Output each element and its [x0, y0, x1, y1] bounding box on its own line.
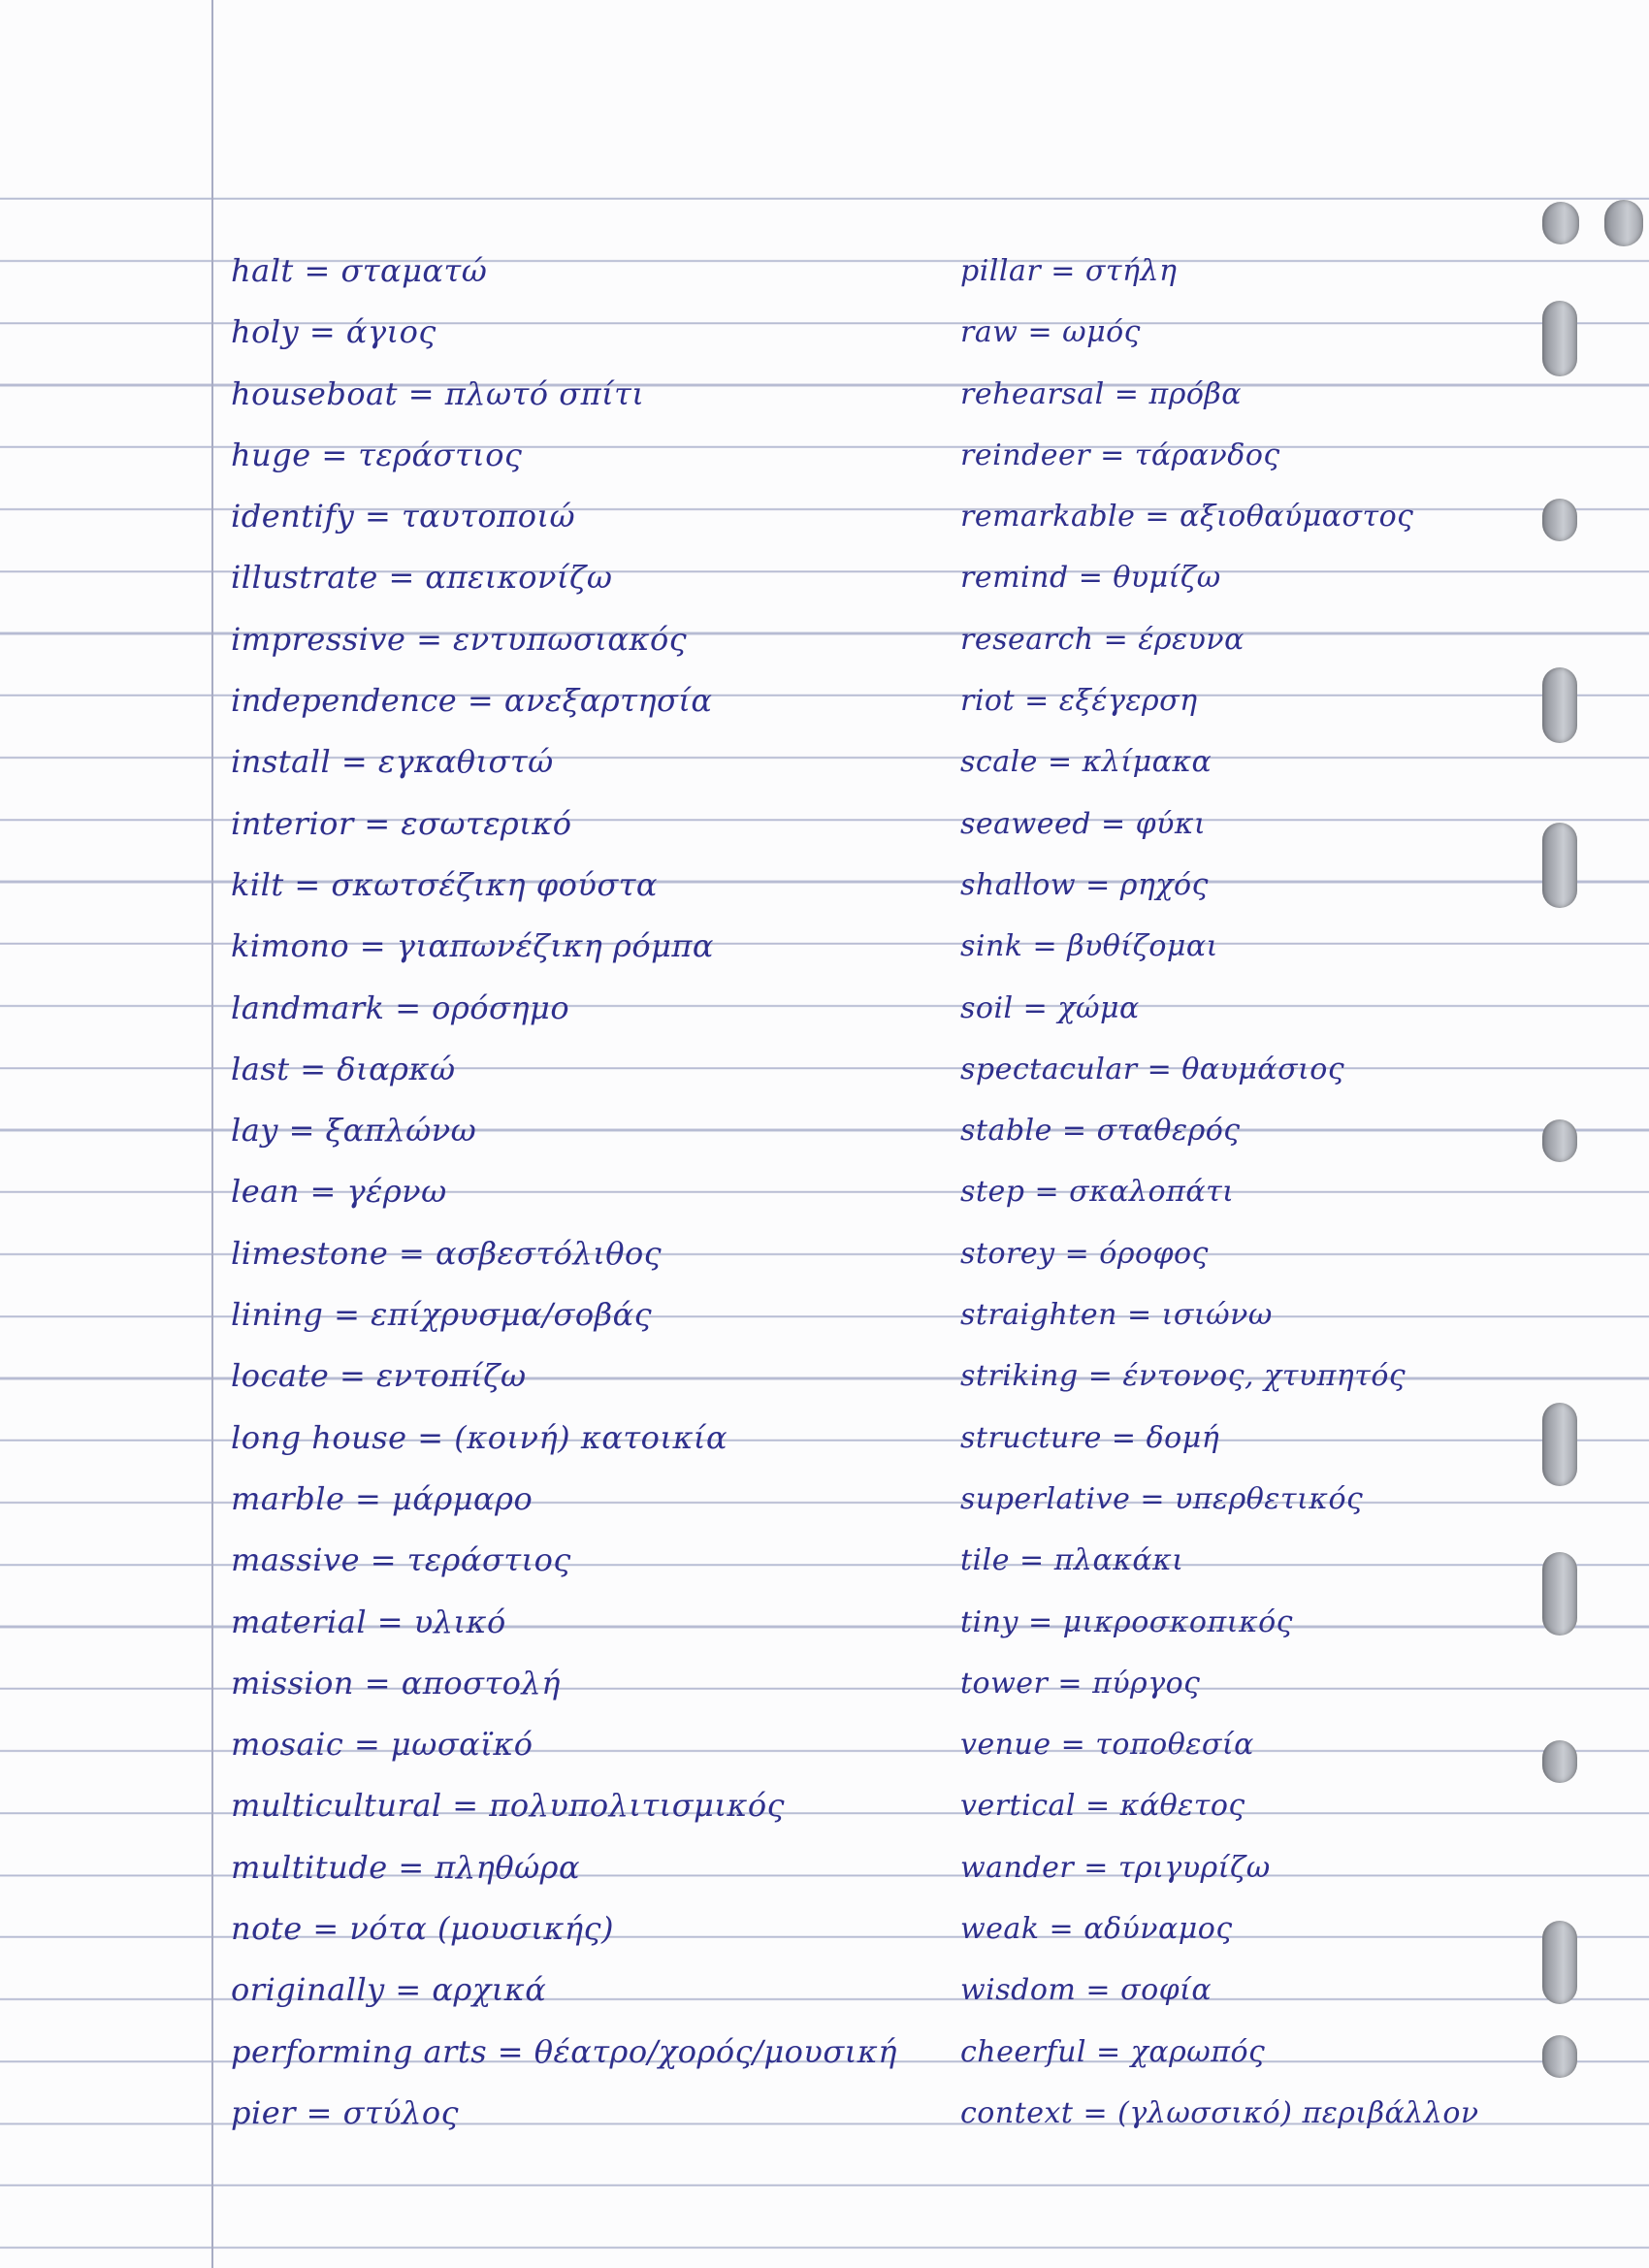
vocab-entry: weak = αδύναμος [960, 1912, 1233, 1947]
binder-hole [1542, 499, 1577, 541]
vocab-entry: install = εγκαθιστώ [231, 743, 554, 781]
vocab-entry: kimono = γιαπωνέζικη ρόμπα [231, 927, 715, 965]
vocab-entry: lining = επίχρυσμα/σοβάς [231, 1296, 653, 1334]
binder-hole [1542, 1921, 1577, 2004]
vocab-entry: research = έρευνα [960, 622, 1245, 657]
vocab-entry: cheerful = χαρωπός [960, 2034, 1266, 2069]
vocab-entry: lay = ξαπλώνω [231, 1112, 477, 1150]
vocab-entry: impressive = εντυπωσιακός [231, 620, 688, 658]
vocab-entry: remarkable = αξιοθαύμαστος [960, 500, 1414, 535]
vocab-entry: riot = εξέγερση [960, 684, 1198, 719]
vocab-entry: soil = χώμα [960, 990, 1140, 1025]
vocab-entry: superlative = υπερθετικός [960, 1481, 1364, 1516]
vocab-entry: tower = πύργος [960, 1666, 1201, 1701]
vocab-entry: tile = πλακάκι [960, 1543, 1184, 1578]
vocab-entry: structure = δομή [960, 1420, 1220, 1455]
binder-hole [1542, 202, 1579, 244]
vocab-entry: identify = ταυτοποιώ [231, 498, 576, 535]
binder-hole [1542, 1403, 1577, 1486]
vocab-entry: independence = ανεξαρτησία [231, 682, 713, 720]
vocab-entry: context = (γλωσσικό) περιβάλλον [960, 2095, 1479, 2130]
vocab-entry: mosaic = μωσαϊκό [231, 1726, 534, 1764]
vocab-entry: lean = γέρνω [231, 1173, 447, 1211]
vocab-entry: pillar = στήλη [960, 254, 1178, 288]
vocab-entry: mission = αποστολή [231, 1664, 561, 1701]
vocab-entry: wander = τριγυρίζω [960, 1850, 1271, 1885]
vocab-entry: stable = σταθερός [960, 1114, 1241, 1149]
page-top-blank [0, 0, 1649, 194]
vocab-entry: pier = στύλος [231, 2093, 460, 2131]
vocab-entry: limestone = ασβεστόλιθος [231, 1234, 663, 1272]
vocab-entry: straighten = ισιώνω [960, 1298, 1273, 1333]
vocab-entry: landmark = ορόσημο [231, 988, 570, 1026]
vocabulary-left-column [231, 241, 968, 2144]
vocab-entry: illustrate = απεικονίζω [231, 559, 613, 597]
vocab-entry: striking = έντονος, χτυπητός [960, 1359, 1406, 1394]
vocabulary-right-column [960, 241, 1504, 2144]
vocab-entry: shallow = ρηχός [960, 867, 1209, 902]
vocab-entry: scale = κλίμακα [960, 745, 1212, 780]
vocab-entry: tiny = μικροσκοπικός [960, 1604, 1293, 1639]
vocab-entry: storey = όροφος [960, 1236, 1209, 1271]
binder-hole [1542, 1119, 1577, 1162]
vocab-entry: remind = θυμίζω [960, 561, 1221, 596]
binder-hole [1542, 823, 1577, 908]
vocab-entry: kilt = σκωτσέζικη φούστα [231, 865, 659, 903]
vocab-entry: multicultural = πολυπολιτισμικός [231, 1787, 786, 1825]
vocab-entry: wisdom = σοφία [960, 1973, 1212, 2008]
margin-line [211, 0, 213, 2268]
vocab-entry: interior = εσωτερικό [231, 804, 572, 842]
vocab-entry: houseboat = πλωτό σπίτι [231, 374, 645, 412]
vocab-entry: halt = σταματώ [231, 252, 488, 289]
vocab-entry: step = σκαλοπάτι [960, 1175, 1235, 1210]
vocab-entry: material = υλικό [231, 1603, 506, 1640]
vocab-entry: long house = (κοινή) κατοικία [231, 1418, 728, 1456]
binder-hole [1542, 2035, 1577, 2078]
vocab-entry: holy = άγιος [231, 313, 436, 351]
vocab-entry: raw = ωμός [960, 315, 1141, 350]
vocab-entry: seaweed = φύκι [960, 806, 1207, 841]
vocab-entry: multitude = πληθώρα [231, 1848, 581, 1886]
vocab-entry: reindeer = τάρανδος [960, 437, 1280, 472]
binder-hole [1542, 667, 1577, 743]
vocab-entry: spectacular = θαυμάσιος [960, 1052, 1345, 1086]
binder-hole [1542, 301, 1577, 376]
vocab-entry: marble = μάρμαρο [231, 1479, 534, 1517]
vocab-entry: massive = τεράστιος [231, 1541, 571, 1579]
vocab-entry: venue = τοποθεσία [960, 1728, 1254, 1763]
binder-hole [1542, 1552, 1577, 1636]
binder-hole [1604, 200, 1643, 246]
vocab-entry: rehearsal = πρόβα [960, 376, 1242, 411]
vocab-entry: performing arts = θέατρο/χορός/μουσική [231, 2032, 897, 2070]
vocab-entry: vertical = κάθετος [960, 1789, 1245, 1824]
vocab-entry: last = διαρκώ [231, 1050, 456, 1087]
binder-hole [1542, 1740, 1577, 1783]
binder-holes [1542, 0, 1649, 2268]
vocab-entry: huge = τεράστιος [231, 436, 523, 473]
vocab-entry: sink = βυθίζομαι [960, 929, 1218, 964]
vocab-entry: originally = αρχικά [231, 1971, 547, 2009]
vocab-entry: locate = εντοπίζω [231, 1357, 527, 1395]
vocab-entry: note = νότα (μουσικής) [231, 1910, 614, 1948]
